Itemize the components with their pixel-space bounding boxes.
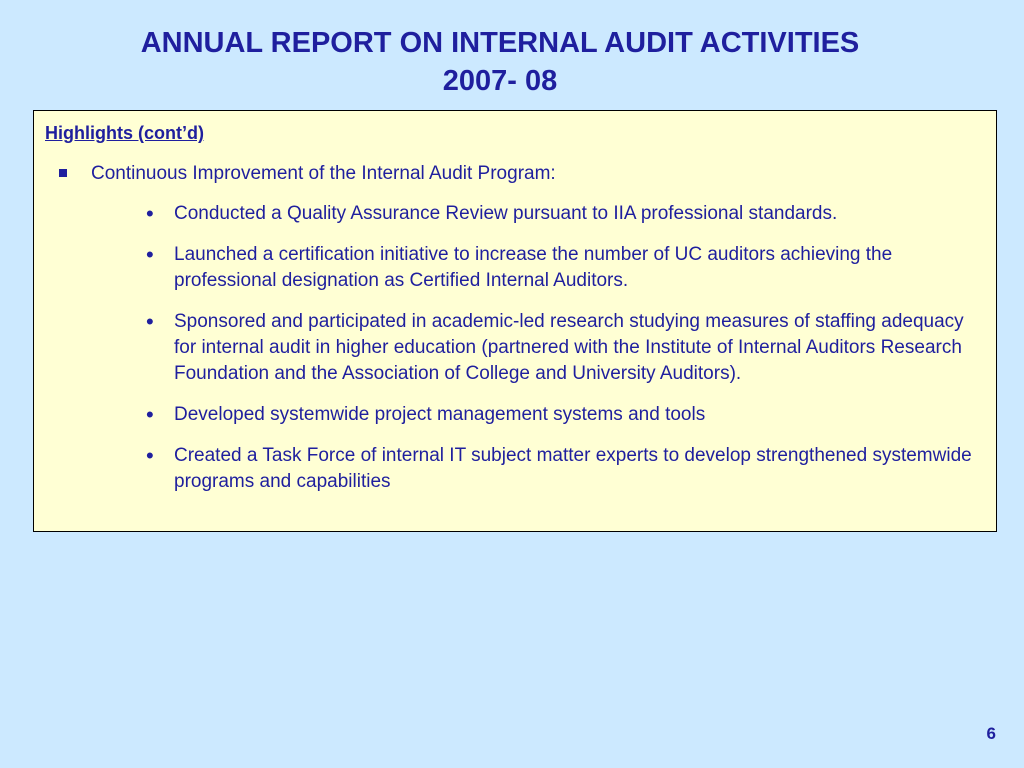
round-bullet-icon: • xyxy=(146,402,154,427)
highlights-heading: Highlights (cont’d) xyxy=(45,123,204,143)
slide-title-line2: 2007- 08 xyxy=(442,65,558,97)
round-bullet-icon: • xyxy=(146,201,154,226)
page-number: 6 xyxy=(986,724,996,743)
main-bullet-item xyxy=(59,162,556,186)
sub-bullet-item xyxy=(146,201,986,227)
round-bullet-icon: • xyxy=(146,242,154,267)
sub-bullet-list xyxy=(146,201,986,510)
round-bullet-icon: • xyxy=(146,443,154,468)
slide-title xyxy=(0,24,1000,100)
sub-bullet-text: Created a Task Force of internal IT subject matter experts to develop strengthened systemwide programs and capabilities xyxy=(174,445,972,492)
sub-bullet-text: Sponsored and participated in academic-led research studying measures of staffing adequacy for internal audit in higher education (partnered with the Institute of Internal Auditors Research Foundation and the Association of College and University Auditors). xyxy=(174,311,964,384)
content-box xyxy=(33,110,997,532)
sub-bullet-text: Conducted a Quality Assurance Review pursuant to IIA professional standards. xyxy=(174,203,838,224)
square-bullet-icon xyxy=(59,169,67,177)
sub-bullet-text: Developed systemwide project management systems and tools xyxy=(174,404,706,425)
sub-bullet-item xyxy=(146,443,986,495)
round-bullet-icon: • xyxy=(146,309,154,334)
sub-bullet-item xyxy=(146,402,986,428)
sub-bullet-text: Launched a certification initiative to increase the number of UC auditors achieving the professional designation as Certified Internal Auditors. xyxy=(174,244,893,291)
main-bullet-text: Continuous Improvement of the Internal Audit Program: xyxy=(91,163,556,184)
sub-bullet-item xyxy=(146,242,986,294)
slide-title-line1: ANNUAL REPORT ON INTERNAL AUDIT ACTIVITIES xyxy=(140,27,860,59)
sub-bullet-item xyxy=(146,309,986,387)
